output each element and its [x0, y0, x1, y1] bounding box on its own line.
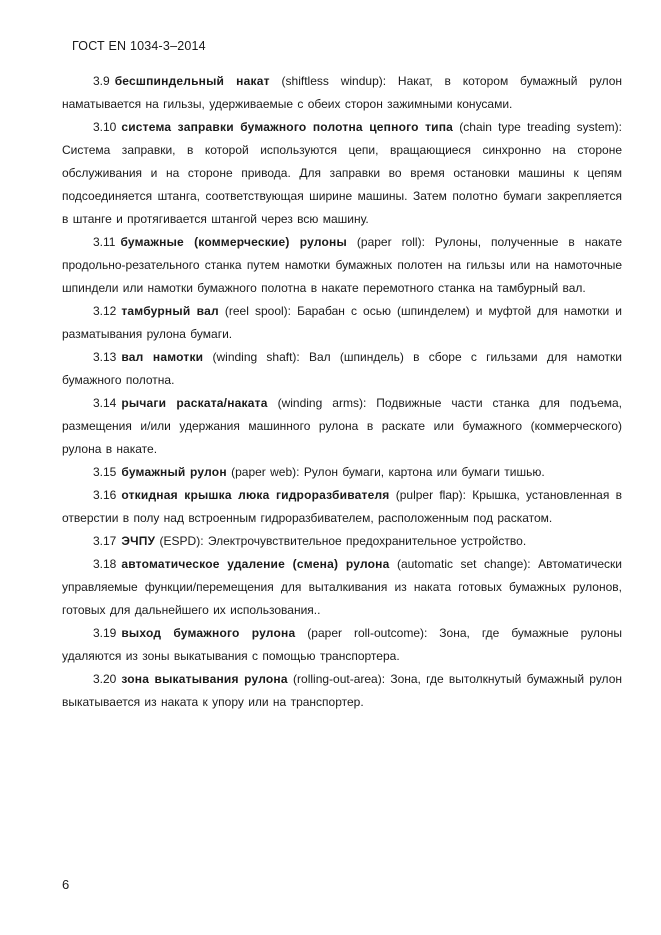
term-name: тамбурный вал — [121, 304, 219, 318]
term-number: 3.18 — [93, 557, 117, 571]
term-number: 3.11 — [93, 235, 116, 249]
term-entry-3-17 — [62, 530, 622, 553]
term-number: 3.20 — [93, 672, 117, 686]
term-number: 3.12 — [93, 304, 117, 318]
term-definition: (pulper flap): Крышка, установленная в отверстии в полу над встроенным гидроразбивателем, расположенным под раскатом. — [62, 488, 622, 525]
term-name: бумажный рулон — [121, 465, 227, 479]
term-definition: (winding shaft): Вал (шпиндель) в сборе с гильзами для намотки бумажного полотна. — [62, 350, 622, 387]
term-definition: (paper web): Рулон бумаги, картона или бумаги тишью. — [226, 465, 545, 479]
term-definition: (winding arms): Подвижные части станка для подъема, размещения и/или удержания машинного рулона в раскате или бумажного (коммерческого) рулона в накате. — [62, 396, 622, 456]
term-entry-3-9 — [62, 70, 622, 116]
term-entry-3-15 — [62, 461, 622, 484]
term-definition: (automatic set change): Автоматически управляемые функции/перемещения для выталкивания из наката готовых бумажных рулонов, готовых для дальнейшего их использования.. — [62, 557, 623, 617]
term-number: 3.13 — [93, 350, 117, 364]
term-entry-3-18 — [62, 553, 622, 622]
term-entry-3-19 — [62, 622, 622, 668]
document-header: ГОСТ EN 1034-3–2014 — [72, 39, 206, 53]
term-number: 3.9 — [93, 74, 110, 88]
term-name: ЭЧПУ — [121, 534, 156, 548]
term-entry-3-14 — [62, 392, 622, 461]
term-definition: (chain type treading system): Система заправки, в которой используются цепи, вращающиеся синхронно на стороне обслуживания и на стороне привода. Для заправки во время остановки машины к цепям подсоединяется штанга, соответствующая ширине машины. Затем полотно бумаги закрепляется в штанге и протягивается штангой через всю машину. — [62, 120, 622, 226]
term-entry-3-13 — [62, 346, 622, 392]
term-definition: (ESPD): Электрочувствительное предохранительное устройство. — [155, 534, 527, 548]
term-name: откидная крышка люка гидроразбивателя — [121, 488, 390, 502]
term-definition: (paper roll): Рулоны, полученные в накате продольно-резательного станка путем намотки бумажных полотен на гильзы или на намоточные шпиндели или намотки бумажного полотна в накате перемотного станка на тамбурный вал. — [62, 235, 622, 295]
term-definition: (rolling-out-area): Зона, где вытолкнутый бумажный рулон выкатывается из наката к упору или на транспортер. — [62, 672, 622, 709]
term-definition: (shiftless windup): Накат, в котором бумажный рулон наматывается на гильзы, удерживаемые с обеих сторон зажимными конусами. — [62, 74, 623, 111]
term-entry-3-16 — [62, 484, 622, 530]
term-name: зона выкатывания рулона — [121, 672, 288, 686]
term-name: автоматическое удаление (смена) рулона — [121, 557, 390, 571]
term-entry-3-11 — [62, 231, 622, 300]
term-number: 3.19 — [93, 626, 117, 640]
term-number: 3.16 — [93, 488, 117, 502]
term-number: 3.14 — [93, 396, 117, 410]
term-entry-3-10 — [62, 116, 622, 231]
page-number: 6 — [62, 877, 70, 892]
term-name: вал намотки — [121, 350, 204, 364]
term-name: рычаги раската/наката — [121, 396, 268, 410]
term-name: система заправки бумажного полотна цепного типа — [121, 120, 454, 134]
term-name: выход бумажного рулона — [121, 626, 296, 640]
term-name: бесшпиндельный накат — [114, 74, 270, 88]
term-number: 3.15 — [93, 465, 117, 479]
term-number: 3.17 — [93, 534, 117, 548]
term-definition: (reel spool): Барабан с осью (шпинделем) и муфтой для намотки и разматывания рулона бумаги. — [62, 304, 623, 341]
term-entry-3-12 — [62, 300, 622, 346]
term-definition: (paper roll-outcome): Зона, где бумажные рулоны удаляются из зоны выкатывания с помощью транспортера. — [62, 626, 622, 663]
terms-list — [62, 70, 622, 714]
term-name: бумажные (коммерческие) рулоны — [120, 235, 347, 249]
term-entry-3-20 — [62, 668, 622, 714]
term-number: 3.10 — [93, 120, 117, 134]
